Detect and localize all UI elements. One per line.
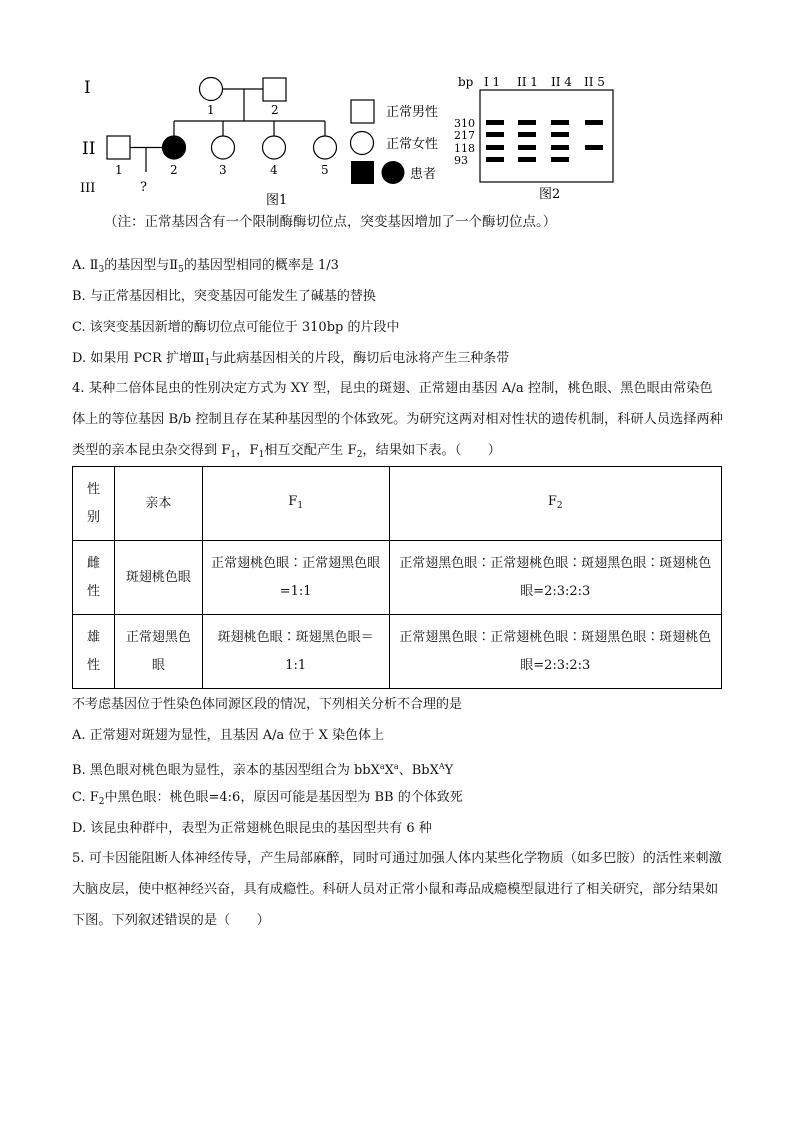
header-f1: $F_1$ bbox=[202, 467, 389, 541]
q3-option-b: B. 与正常基因相比，突变基因可能发生了碱基的替换 bbox=[72, 289, 376, 304]
gel-figure bbox=[450, 70, 630, 204]
generation-label-II: II bbox=[82, 139, 96, 159]
gel-size-93: 93 bbox=[454, 154, 468, 167]
cross-results-table bbox=[72, 466, 722, 689]
band-I1-118 bbox=[486, 145, 504, 150]
generation-label-I: I bbox=[84, 78, 91, 98]
table-header-row bbox=[73, 467, 722, 541]
label-II5: 5 bbox=[321, 163, 329, 177]
band-II4-310 bbox=[551, 120, 569, 125]
figure-note: （注：正常基因含有一个限制酶酶切位点，突变基因增加了一个酶切位点。） bbox=[104, 214, 557, 230]
cell-f1-male: 斑翅桃色眼∶斑翅黑色眼＝1:1 bbox=[202, 615, 389, 689]
cell-f2-male: 正常翅黑色眼∶正常翅桃色眼∶斑翅黑色眼∶斑翅桃色眼=2:3:2:3 bbox=[389, 615, 721, 689]
individual-II2 bbox=[163, 136, 186, 159]
individual-II3 bbox=[212, 136, 235, 159]
band-II4-217 bbox=[551, 132, 569, 137]
gel-bp-label: bp bbox=[458, 75, 474, 89]
individual-II1 bbox=[107, 136, 130, 159]
label-II3: 3 bbox=[219, 163, 227, 177]
label-I1: 1 bbox=[207, 103, 215, 117]
gel-lane-label-2: II 1 bbox=[517, 75, 538, 89]
figure1-caption: 图1 bbox=[266, 193, 288, 208]
band-II1-217 bbox=[518, 132, 536, 137]
header-sex: 性别 bbox=[73, 467, 115, 541]
legend-normal-male: 正常男性 bbox=[386, 105, 439, 120]
band-II4-93 bbox=[551, 157, 569, 162]
q3-option-c: C. 该突变基因新增的酶切位点可能位于 310bp 的片段中 bbox=[72, 320, 400, 335]
label-II1: 1 bbox=[115, 163, 123, 177]
q4-option-c: C. $F_2$中黑色眼：桃色眼=4:6，原因可能是基因型为 BB 的个体致死 bbox=[72, 790, 463, 807]
individual-I2 bbox=[263, 78, 286, 101]
gel-lane-label-4: II 5 bbox=[584, 75, 605, 89]
band-I1-93 bbox=[486, 157, 504, 162]
individual-II4 bbox=[263, 136, 286, 159]
band-II4-118 bbox=[551, 145, 569, 150]
q4-question: 不考虑基因位于性染色体同源区段的情况，下列相关分析不合理的是 bbox=[72, 697, 463, 712]
q3-option-d: D. 如果用 PCR 扩增$Ⅲ_1$与此病基因相关的片段，酶切后电泳将产生三种条带 bbox=[72, 351, 510, 368]
gel-lane-label-3: II 4 bbox=[551, 75, 572, 89]
generation-label-III: III bbox=[80, 181, 96, 196]
label-II2: 2 bbox=[170, 163, 178, 177]
header-parent: 亲本 bbox=[114, 467, 202, 541]
pedigree-figure bbox=[70, 60, 460, 210]
band-II1-93 bbox=[518, 157, 536, 162]
cell-f2-female: 正常翅黑色眼∶正常翅桃色眼∶斑翅黑色眼∶斑翅桃色眼=2:3:2:3 bbox=[389, 541, 721, 615]
cell-sex-male: 雄性 bbox=[73, 615, 115, 689]
cell-parent-female: 斑翅桃色眼 bbox=[114, 541, 202, 615]
gel-size-217: 217 bbox=[454, 129, 475, 142]
table-row-male bbox=[73, 615, 722, 689]
cell-f1-female: 正常翅桃色眼∶正常翅黑色眼=1:1 bbox=[202, 541, 389, 615]
label-II4: 4 bbox=[270, 163, 278, 177]
cell-parent-male: 正常翅黑色眼 bbox=[114, 615, 202, 689]
legend-patient-female-symbol bbox=[382, 161, 405, 184]
band-II1-118 bbox=[518, 145, 536, 150]
figure2-caption: 图2 bbox=[539, 187, 561, 202]
q4-option-a: A. 正常翅对斑翅为显性，且基因 A/a 位于 X 染色体上 bbox=[72, 728, 384, 743]
label-I2: 2 bbox=[271, 103, 279, 117]
q4-stem: 4. 某种二倍体昆虫的性别决定方式为 XY 型，昆虫的斑翅、正常翅由基因 A/a 控制，桃色眼、黑色眼由常染色体上的等位基因 B/b 控制且存在某种基因型的个体致死。为研究这两对相对性状的遗传机制，科研人员选择两种类型的亲本昆虫杂交得到 $F_1$，$F_1$相互交配产生 $F_2$，结果如下表。（ ） bbox=[72, 381, 723, 460]
table-row-female bbox=[73, 541, 722, 615]
band-I1-217 bbox=[486, 132, 504, 137]
legend-patient-male-symbol bbox=[351, 161, 374, 184]
band-I1-310 bbox=[486, 120, 504, 125]
legend-female-symbol bbox=[351, 132, 374, 155]
legend-male-symbol bbox=[351, 100, 374, 123]
band-II5-118 bbox=[585, 145, 603, 150]
gel-size-118: 118 bbox=[454, 142, 475, 155]
q4-option-b: B. 黑色眼对桃色眼为显性，亲本的基因型组合为 $bbX^aX^a$、BbX$^A$Y bbox=[72, 762, 454, 778]
individual-I1 bbox=[200, 78, 223, 101]
gel-size-310: 310 bbox=[454, 117, 475, 130]
q5-stem: 5. 可卡因能阻断人体神经传导，产生局部麻醉，同时可通过加强人体内某些化学物质（如多巴胺）的活性来刺激大脑皮层，使中枢神经兴奋，具有成瘾性。科研人员对正常小鼠和毒品成瘾模型鼠进行了相关研究，部分结果如下图。下列叙述错误的是（ ） bbox=[72, 851, 722, 928]
band-II5-310 bbox=[585, 120, 603, 125]
legend-patient: 患者 bbox=[410, 167, 437, 182]
header-f2: $F_2$ bbox=[389, 467, 721, 541]
q3-option-a: A. $Ⅱ_3$的基因型与$Ⅱ_5$的基因型相同的概率是 1/3 bbox=[72, 258, 339, 275]
individual-II5 bbox=[314, 136, 337, 159]
q4-option-d: D. 该昆虫种群中，表型为正常翅桃色眼昆虫的基因型共有 6 种 bbox=[72, 821, 432, 836]
individual-III-unknown: ? bbox=[140, 180, 147, 195]
cell-sex-female: 雌性 bbox=[73, 541, 115, 615]
gel-lane-label-1: I 1 bbox=[484, 75, 501, 89]
legend-normal-female: 正常女性 bbox=[386, 137, 439, 152]
band-II1-310 bbox=[518, 120, 536, 125]
